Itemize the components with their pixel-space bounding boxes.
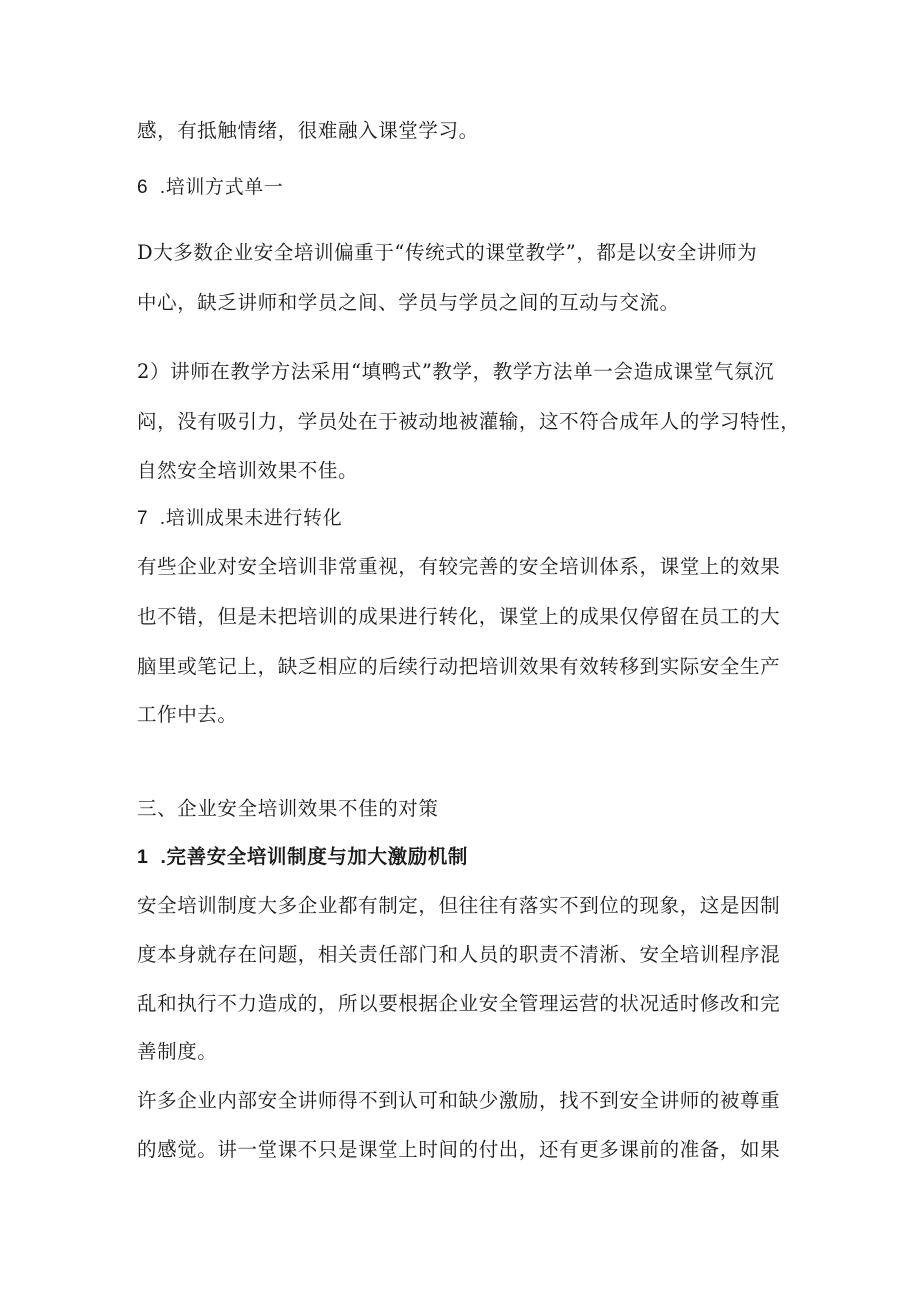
paragraph-line: 安全培训制度大多企业都有制定，但往往有落实不到位的现象，这是因制 <box>137 894 781 917</box>
paragraph-line: D大多数企业安全培训偏重于“传统式的课堂教学”，都是以安全讲师为 <box>137 241 758 264</box>
paragraph-line: 许多企业内部安全讲师得不到认可和缺少激励，找不到安全讲师的被尊重 <box>137 1089 781 1112</box>
paragraph-line: 工作中去。 <box>137 703 238 726</box>
section-heading-6: 6 .培训方式单一 <box>137 177 284 198</box>
paragraph-line: 也不错，但是未把培训的成果进行转化，课堂上的成果仅停留在员工的大 <box>137 605 781 628</box>
paragraph-line: 2）讲师在教学方法采用“填鸭式”教学，教学方法单一会造成课堂气氛沉 <box>137 360 775 383</box>
paragraph-line: 的感觉。讲一堂课不只是课堂上时间的付出，还有更多课前的准备，如果 <box>137 1138 781 1161</box>
paragraph-line: 自然安全培训效果不佳。 <box>137 459 359 482</box>
paragraph-line: 脑里或笔记上，缺乏相应的后续行动把培训效果有效转移到实际安全生产 <box>137 655 781 678</box>
section-heading-7: 7 .培训成果未进行转化 <box>137 508 343 529</box>
paragraph-line: 感，有抵触情绪，很难融入课堂学习。 <box>137 119 479 142</box>
paragraph-line: 度本身就存在问题，相关责任部门和人员的职责不清淅、安全培训程序混 <box>137 943 781 966</box>
paragraph-line: 闷，没有吸引力，学员处在于被动地被灌输，这不符合成年人的学习特性， <box>137 410 801 433</box>
paragraph-line: 乱和执行不力造成的，所以要根据企业安全管理运营的状况适时修改和完 <box>137 992 781 1015</box>
paragraph-line: 中心，缺乏讲师和学员之间、学员与学员之间的互动与交流。 <box>137 291 680 314</box>
section-heading-1: 1 .完善安全培训制度与加大激励机制 <box>137 846 468 868</box>
paragraph-line: 善制度。 <box>137 1040 218 1063</box>
chapter-heading-3: 三、企业安全培训效果不佳的对策 <box>137 797 439 820</box>
paragraph-line: 有些企业对安全培训非常重视，有较完善的安全培训体系，课堂上的效果 <box>137 555 781 578</box>
